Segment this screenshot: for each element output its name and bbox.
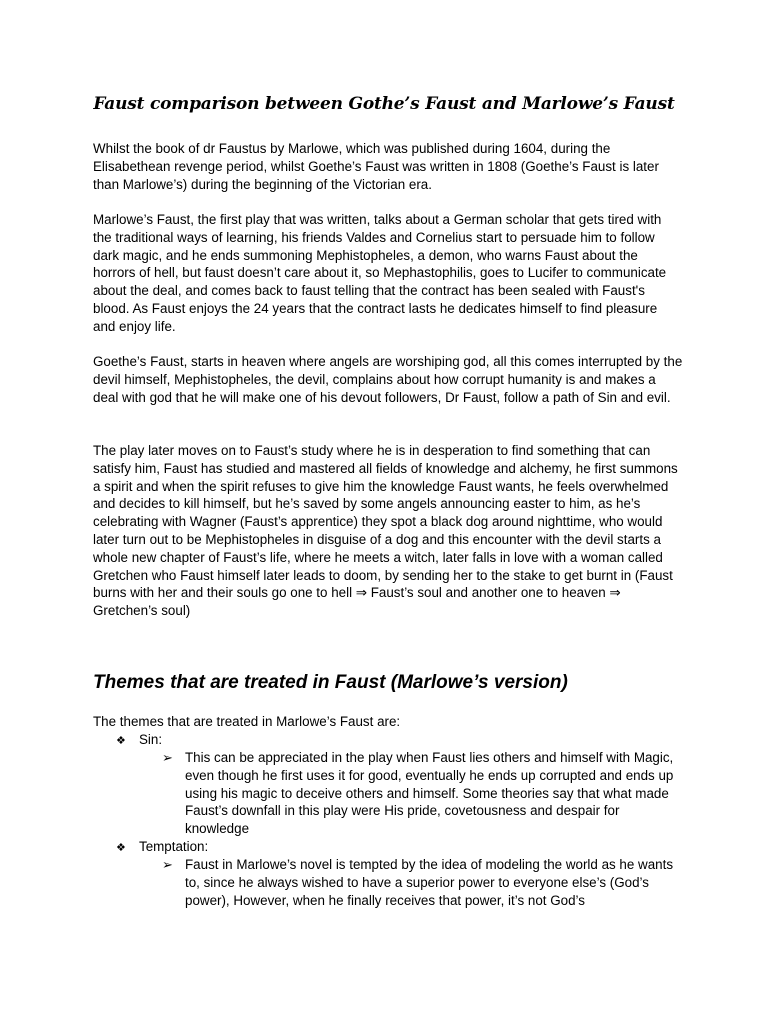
paragraph-play-continuation: The play later moves on to Faust’s study where he is in desperation to find something that can satisfy him, Faust has studied and mastered all fields of knowledge and alchemy, he first summons a spirit and when the spirit refuses to give him the knowledge Faust wants, he feels overwhelmed and decides to kill himself, but he’s saved by some angels announcing easter to him, as he’s celebrating with Wagner (Faust’s apprentice) they spot a black dog around nighttime, who would later turn out to be Mephistopheles in disguise of a dog and this encounter with the devil starts a whole new chapter of Faust’s life, where he meets a witch, later falls in love with a woman called Gretchen who Faust himself later leads to doom, by sending her to the stake to get burnt in (Faust burns with her and their souls go one to hell ⇒ Faust’s soul and another one to heaven ⇒ Gretchen’s soul)	[93, 443, 678, 619]
diamond-bullet-icon: ❖	[116, 842, 126, 854]
paragraph-intro: Whilst the book of dr Faustus by Marlowe, which was published during 1604, during the Elisabethean revenge period, whilst Goethe’s Faust was written in 1808 (Goethe’s Faust is later than Marlowe’s) during the beginning of the Victorian era.	[93, 141, 659, 192]
section-heading-themes: Themes that are treated in Faust (Marlowe’s version)	[93, 672, 568, 693]
document-title: Faust comparison between Gothe’s Faust and Marlowe’s Faust	[93, 94, 675, 114]
diamond-bullet-icon: ❖	[116, 735, 126, 747]
theme-point-text: Faust in Marlowe’s novel is tempted by the idea of modeling the world as he wants to, since he always wished to have a superior power to everyone else’s (God’s power), However, when he finally receives that power, it’s not God’s	[185, 857, 674, 908]
theme-item-temptation	[116, 838, 208, 858]
theme-item-sin	[116, 731, 162, 751]
themes-intro: The themes that are treated in Marlowe’s Faust are:	[93, 714, 401, 729]
theme-point-sin	[162, 749, 682, 838]
theme-label: Temptation:	[139, 839, 209, 854]
theme-label: Sin:	[139, 732, 163, 747]
arrowhead-bullet-icon: ➢	[162, 857, 173, 872]
paragraph-goethe-summary: Goethe’s Faust, starts in heaven where angels are worshiping god, all this comes interrupted by the devil himself, Mephistopheles, the devil, complains about how corrupt humanity is and makes a deal with god that he will make one of his devout followers, Dr Faust, follow a path of Sin and evil.	[93, 354, 683, 405]
paragraph-marlowe-summary: Marlowe’s Faust, the first play that was written, talks about a German scholar that gets tired with the traditional ways of learning, his friends Valdes and Cornelius start to persuade him to follow dark magic, and he ends summoning Mephistopheles, a demon, who warns Faust about the horrors of hell, but faust doesn’t care about it, so Mephastophilis, goes to Lucifer to communicate about the deal, and comes back to faust telling that the contract has been sealed with Faust's blood. As Faust enjoys the 24 years that the contract lasts he dedicates himself to find pleasure and enjoy life.	[93, 212, 667, 334]
arrowhead-bullet-icon: ➢	[162, 750, 173, 765]
theme-point-text: This can be appreciated in the play when Faust lies others and himself with Magic, even though he first uses it for good, eventually he ends up corrupted and ends up using his magic to deceive others and himself. Some theories say that what made Faust’s downfall in this play were His pride, covetousness and despair for knowledge	[185, 750, 674, 837]
theme-point-temptation	[162, 856, 682, 909]
